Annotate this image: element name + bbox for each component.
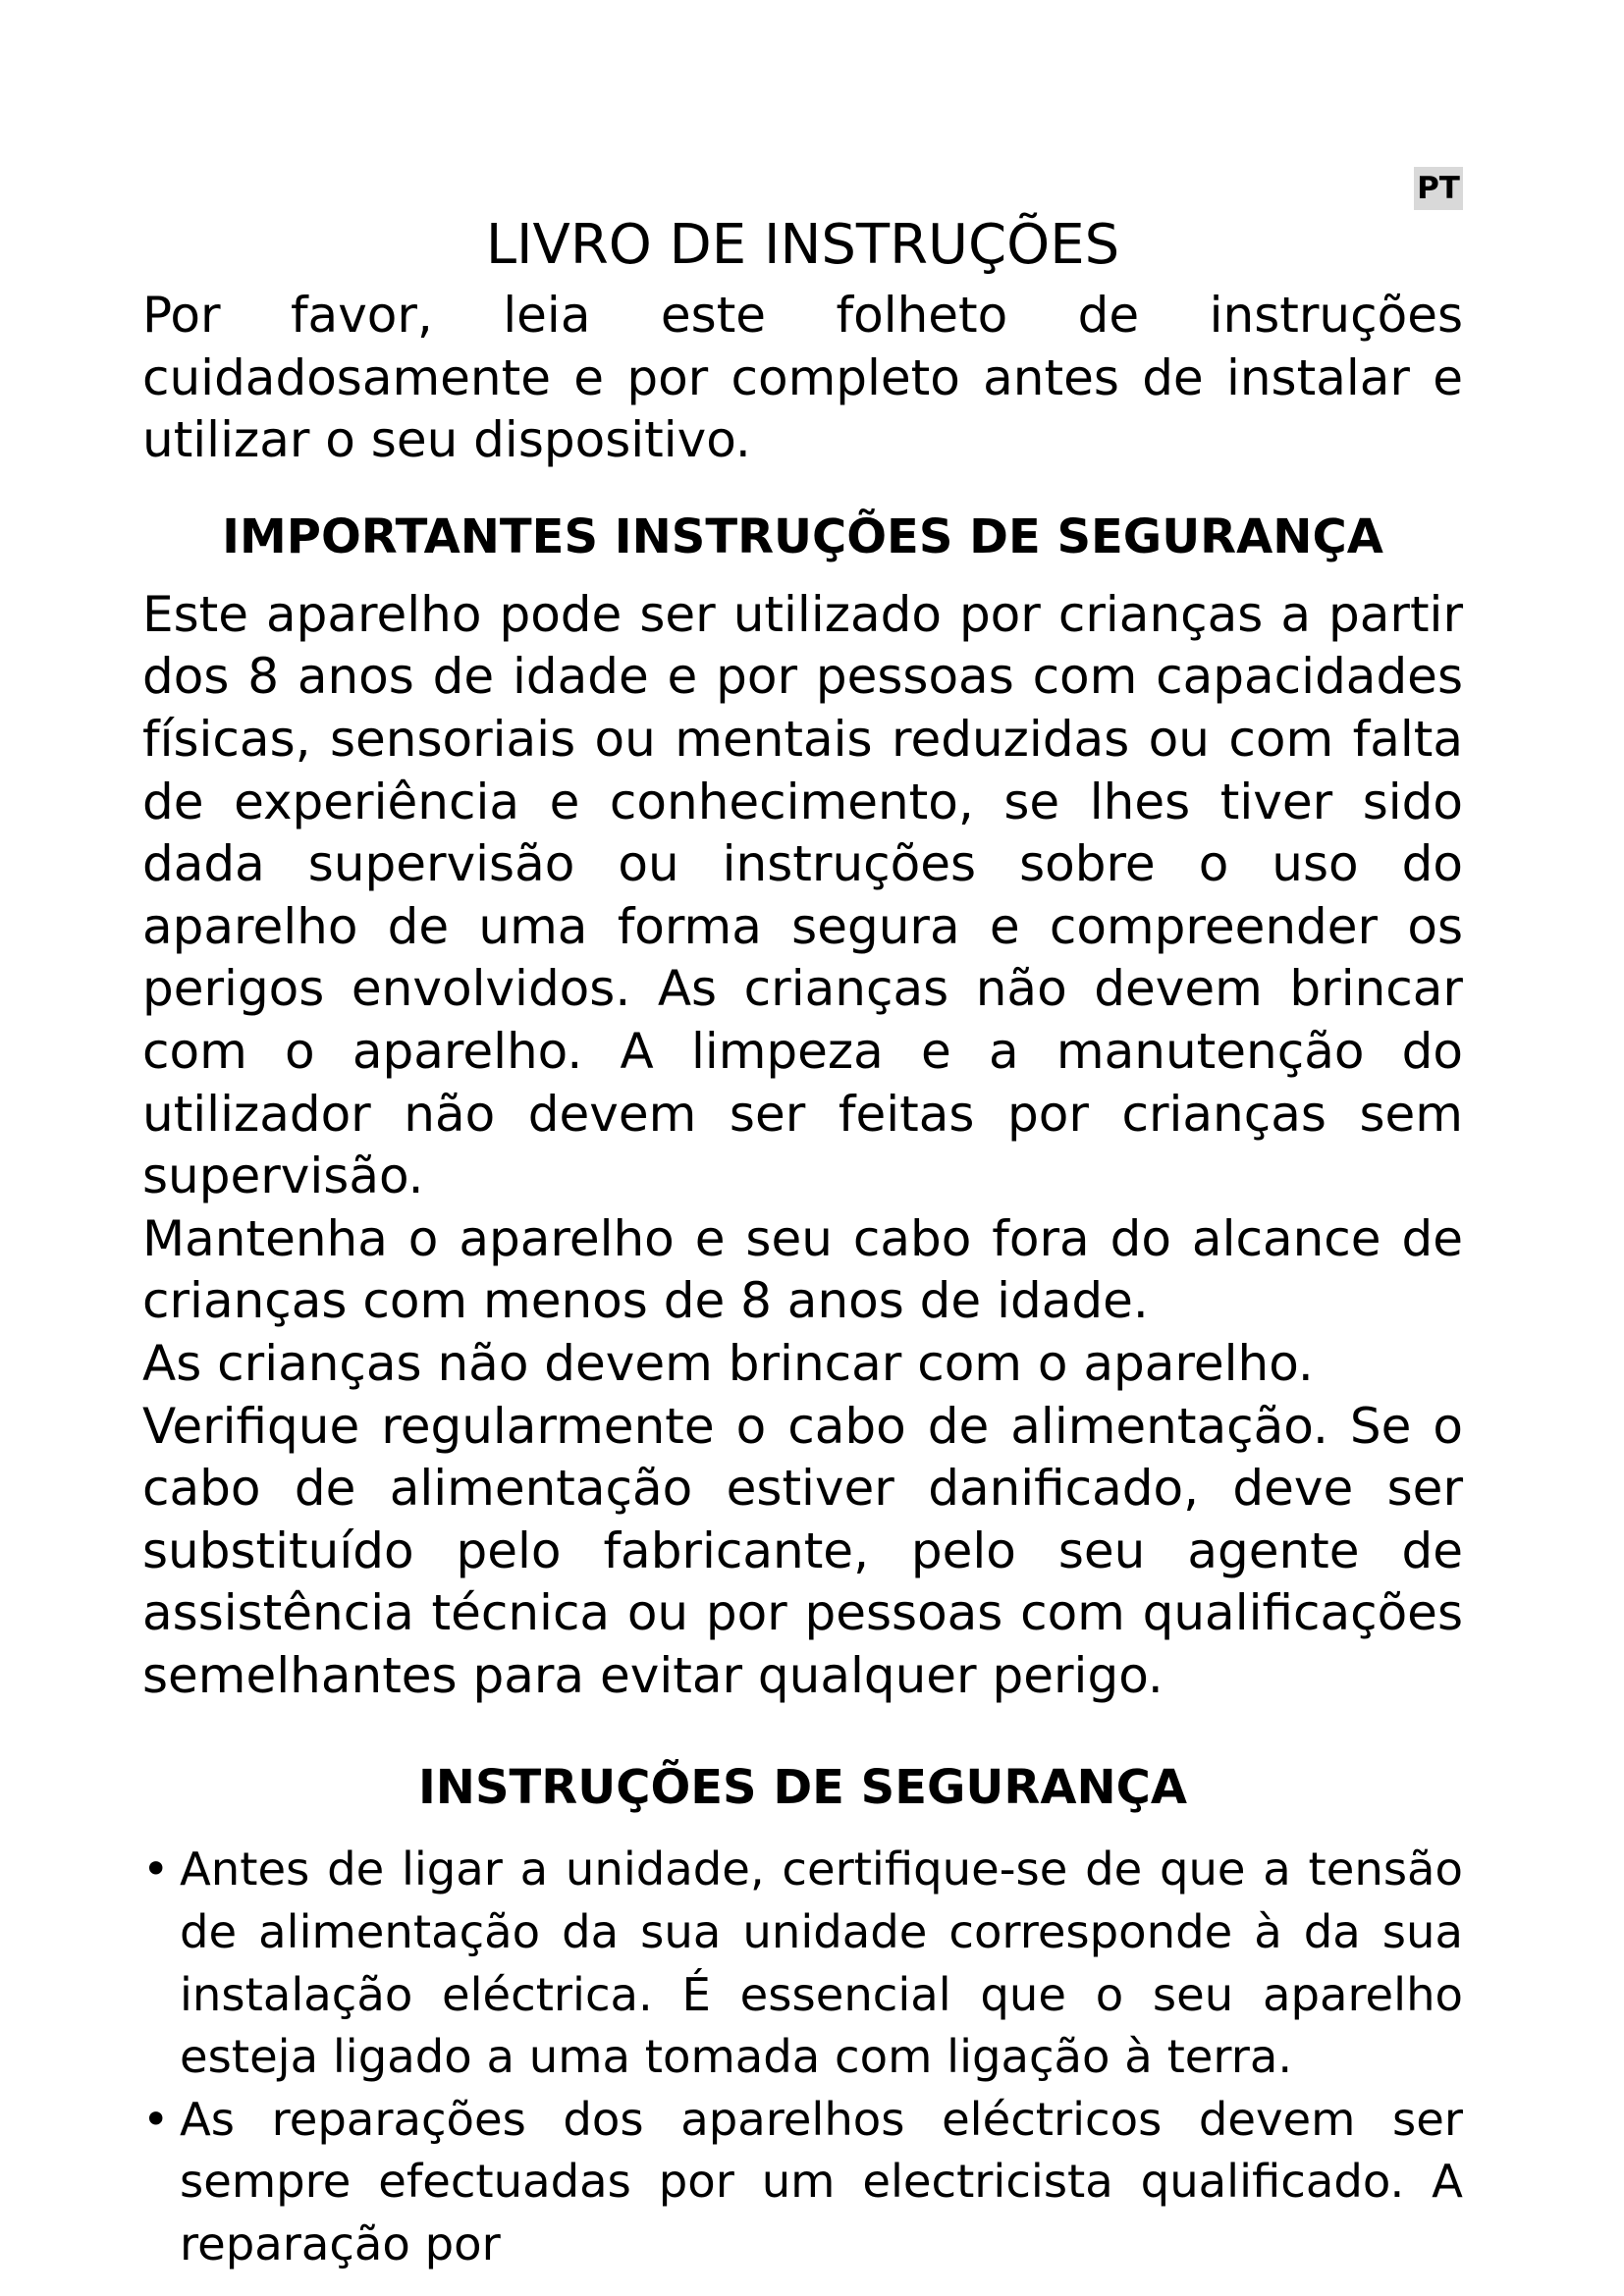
important-paragraph-4: Verifique regularmente o cabo de alimentação. Se o cabo de alimentação estiver danificado, deve ser substituído pelo fabricante, pelo seu agente de assistência técnica ou por pessoas com qualificações semelhantes para evitar qualquer perigo. — [142, 1397, 1463, 1704]
important-paragraph-3: As crianças não devem brincar com o aparelho. — [142, 1334, 1314, 1392]
safety-bullet-list — [142, 1839, 1463, 2275]
important-paragraph-2: Mantenha o aparelho e seu cabo fora do alcance de crianças com menos de 8 anos de idade. — [142, 1209, 1463, 1330]
list-item — [142, 1839, 1463, 2088]
bullet-icon: • — [142, 1842, 170, 1896]
document-title: LIVRO DE INSTRUÇÕES — [485, 213, 1120, 277]
bullet-icon: • — [142, 2092, 170, 2146]
list-item — [142, 2089, 1463, 2276]
intro-paragraph: Por favor, leia este folheto de instruções cuidadosamente e por completo antes de instalar e utilizar o seu dispositivo. — [142, 287, 1463, 469]
language-badge: PT — [1414, 167, 1463, 210]
document-body — [142, 206, 1463, 2276]
important-paragraph-1: Este aparelho pode ser utilizado por crianças a partir dos 8 anos de idade e por pessoas com capacidades físicas, sensoriais ou mentais reduzidas ou com falta de experiência e conhecimento, se lhes tiver sido dada supervisão ou instruções sobre o uso do aparelho de uma forma segura e compreender os perigos envolvidos. As crianças não devem brincar com o aparelho. A limpeza e a manutenção do utilizador não devem ser feitas por crianças sem supervisão. — [142, 585, 1463, 1205]
bullet-text: Antes de ligar a unidade, certifique-se de que a tensão de alimentação da sua unidade corresponde à da sua instalação eléctrica. É essencial que o seu aparelho esteja ligado a uma tomada com ligação à terra. — [180, 1842, 1463, 2084]
important-safety-heading: IMPORTANTES INSTRUÇÕES DE SEGURANÇA — [222, 508, 1383, 564]
bullet-text: As reparações dos aparelhos eléctricos devem ser sempre efectuadas por um electricista qualificado. A reparação por — [180, 2092, 1463, 2271]
safety-instructions-heading: INSTRUÇÕES DE SEGURANÇA — [417, 1760, 1188, 1816]
